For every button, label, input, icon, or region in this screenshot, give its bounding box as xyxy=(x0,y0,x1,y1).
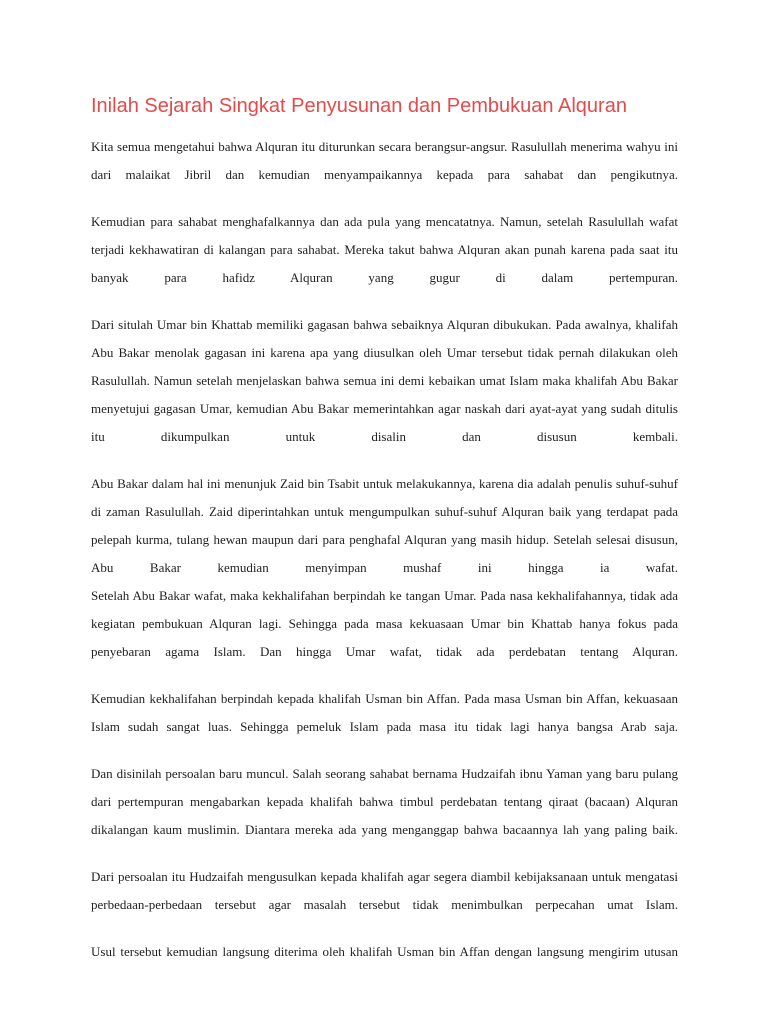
paragraph-1: Kita semua mengetahui bahwa Alquran itu diturunkan secara berangsur-angsur. Rasulullah menerima wahyu ini dari malaikat Jibril dan kemudian menyampaikannya kepada para sahabat dan pengikutnya. xyxy=(91,139,678,182)
paragraph-8: Dari persoalan itu Hudzaifah mengusulkan kepada khalifah agar segera diambil kebijaksanaan untuk mengatasi perbedaan-perbedaan tersebut agar masalah tersebut tidak menimbulkan perpecahan umat Islam. xyxy=(91,869,678,912)
paragraph-9: Usul tersebut kemudian langsung diterima oleh khalifah Usman bin Affan dengan langsung mengirim utusan xyxy=(91,944,678,959)
paragraph-5: Setelah Abu Bakar wafat, maka kekhalifahan berpindah ke tangan Umar. Pada nasa kekhalifahannya, tidak ada kegiatan pembukuan Alquran lagi. Sehingga pada masa kekuasaan Umar bin Khattab hanya fokus pada penyebaran agama Islam. Dan hingga Umar wafat, tidak ada perdebatan tentang Alquran. xyxy=(91,588,678,659)
document-title: Inilah Sejarah Singkat Penyusunan dan Pembukuan Alquran xyxy=(91,95,627,117)
paragraph-7: Dan disinilah persoalan baru muncul. Salah seorang sahabat bernama Hudzaifah ibnu Yaman yang baru pulang dari pertempuran mengabarkan kepada khalifah bahwa timbul perdebatan tentang qiraat (bacaan) Alquran dikalangan kaum muslimin. Diantara mereka ada yang menganggap bahwa bacaannya lah yang paling baik. xyxy=(91,766,678,837)
paragraph-3: Dari situlah Umar bin Khattab memiliki gagasan bahwa sebaiknya Alquran dibukukan. Pada awalnya, khalifah Abu Bakar menolak gagasan ini karena apa yang diusulkan oleh Umar tersebut tidak pernah dilakukan oleh Rasulullah. Namun setelah menjelaskan bahwa semua ini demi kebaikan umat Islam maka khalifah Abu Bakar menyetujui gagasan Umar, kemudian Abu Bakar memerintahkan agar naskah dari ayat-ayat yang sudah ditulis itu dikumpulkan untuk disalin dan disusun kembali. xyxy=(91,317,678,444)
paragraph-4: Abu Bakar dalam hal ini menunjuk Zaid bin Tsabit untuk melakukannya, karena dia adalah penulis suhuf-suhuf di zaman Rasulullah. Zaid diperintahkan untuk mengumpulkan suhuf-suhuf Alquran baik yang terdapat pada pelepah kurma, tulang hewan maupun dari para penghafal Alquran yang masih hidup. Setelah selesai disusun, Abu Bakar kemudian menyimpan mushaf ini hingga ia wafat. xyxy=(91,476,678,575)
paragraph-2: Kemudian para sahabat menghafalkannya dan ada pula yang mencatatnya. Namun, setelah Rasulullah wafat terjadi kekhawatiran di kalangan para sahabat. Mereka takut bahwa Alquran akan punah karena pada saat itu banyak para hafidz Alquran yang gugur di dalam pertempuran. xyxy=(91,214,678,285)
paragraph-6: Kemudian kekhalifahan berpindah kepada khalifah Usman bin Affan. Pada masa Usman bin Affan, kekuasaan Islam sudah sangat luas. Sehingga pemeluk Islam pada masa itu tidak lagi hanya bangsa Arab saja. xyxy=(91,691,678,734)
